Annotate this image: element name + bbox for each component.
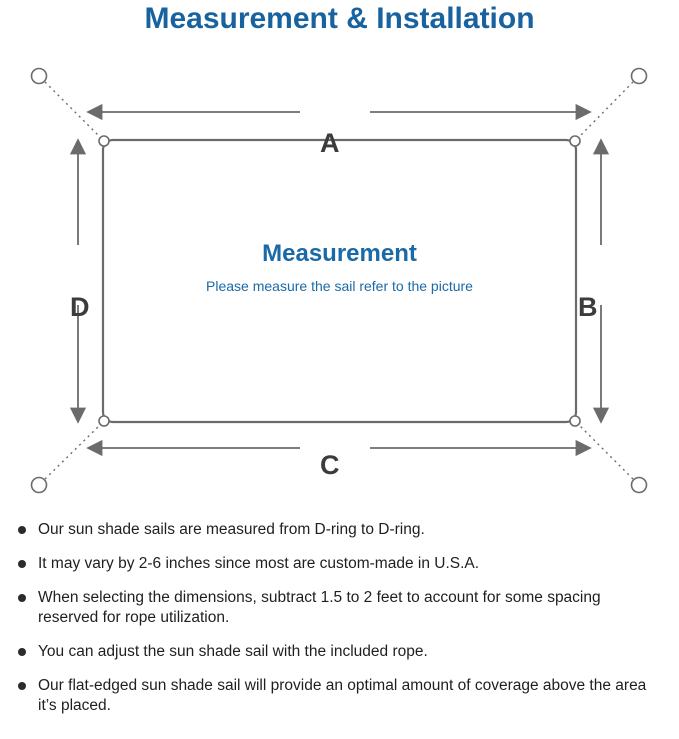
- d-ring-icon-top-left: [99, 136, 109, 146]
- diagram-center-subtitle: Please measure the sail refer to the picture: [206, 278, 473, 294]
- d-ring-icon-bottom-left: [99, 416, 109, 426]
- notes-list: [0, 520, 679, 716]
- anchor-point-icon-top-right: [632, 69, 647, 84]
- d-ring-icon-top-right: [570, 136, 580, 146]
- list-item: Our sun shade sails are measured from D-ring to D-ring.: [14, 520, 663, 540]
- rope-line-bottom-left: [45, 426, 99, 479]
- anchor-point-icon-bottom-right: [632, 478, 647, 493]
- dimension-label-c: C: [320, 450, 340, 480]
- anchor-point-icon-bottom-left: [32, 478, 47, 493]
- rope-line-top-right: [580, 82, 633, 136]
- list-item: It may vary by 2-6 inches since most are custom-made in U.S.A.: [14, 554, 663, 574]
- list-item: Our flat-edged sun shade sail will provide an optimal amount of coverage above the area it’s placed.: [14, 676, 663, 716]
- dimension-label-d: D: [70, 292, 90, 322]
- list-item: When selecting the dimensions, subtract 1.5 to 2 feet to account for some spacing reserved for rope utilization.: [14, 588, 663, 628]
- d-ring-icon-bottom-right: [570, 416, 580, 426]
- rope-line-top-left: [45, 82, 99, 136]
- list-item: You can adjust the sun shade sail with the included rope.: [14, 642, 663, 662]
- dimension-label-a: A: [320, 128, 340, 158]
- diagram-svg: [0, 40, 679, 510]
- page-title: Measurement & Installation: [144, 2, 535, 35]
- rope-line-bottom-right: [580, 426, 633, 479]
- measurement-diagram: [0, 40, 679, 510]
- notes-section: [0, 520, 679, 730]
- anchor-point-icon-top-left: [32, 69, 47, 84]
- dimension-label-b: B: [578, 292, 598, 322]
- diagram-center-title: Measurement: [262, 240, 417, 267]
